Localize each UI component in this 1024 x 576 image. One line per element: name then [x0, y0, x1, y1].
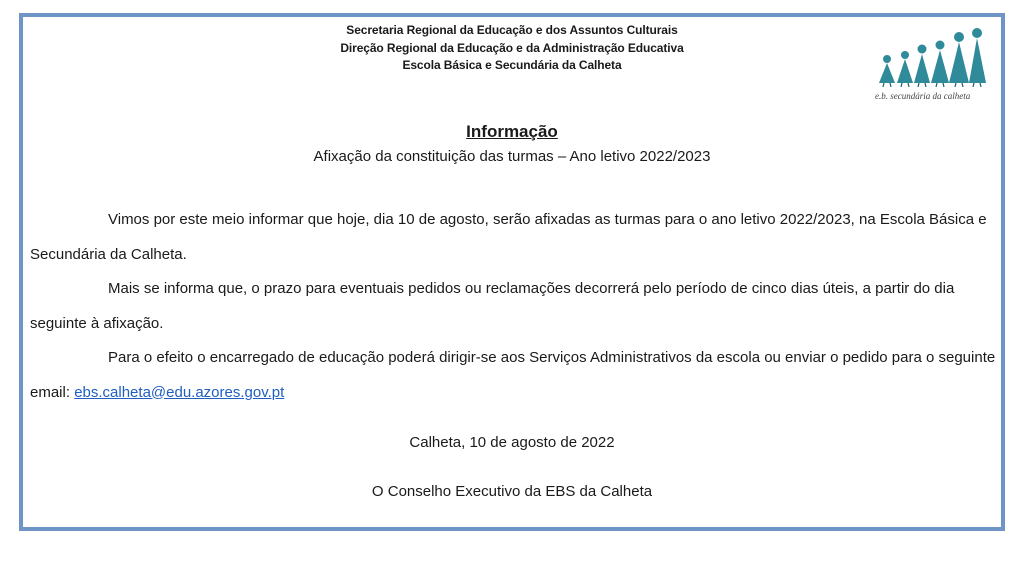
school-children-logo-icon [873, 25, 991, 91]
paragraph-prazo: Mais se informa que, o prazo para eventuais pedidos ou reclamações decorrerá pelo período de cinco dias úteis, a partir do dia seguinte à afixação. [30, 280, 955, 332]
paragraph-afixacao: Vimos por este meio informar que hoje, dia 10 de agosto, serão afixadas as turmas para o ano letivo 2022/2023, na Escola Básica e Secundária da Calheta. [30, 211, 987, 263]
header-line-direcao: Direção Regional da Educação e da Administração Educativa [340, 40, 684, 55]
notice-body [30, 203, 996, 410]
header-line-secretaria: Secretaria Regional da Educação e dos Assuntos Culturais [346, 23, 678, 37]
institution-header [23, 22, 1001, 75]
logo-caption: e.b. secundária da calheta [875, 91, 971, 101]
school-logo [873, 25, 991, 105]
page-subtitle: Afixação da constituição das turmas – Ano letivo 2022/2023 [313, 148, 711, 165]
document-frame [19, 13, 1005, 531]
paragraph-contacto [30, 341, 996, 410]
page-title: Informação [466, 122, 558, 141]
paragraph-contacto-text: Para o efeito o encarregado de educação poderá dirigir-se aos Serviços Administrativos da escola ou enviar o pedido para o seguinte email: [30, 349, 996, 401]
signature: O Conselho Executivo da EBS da Calheta [371, 483, 653, 500]
email-link[interactable]: ebs.calheta@edu.azores.gov.pt [74, 383, 285, 401]
header-line-escola: Escola Básica e Secundária da Calheta [402, 58, 622, 72]
place-date: Calheta, 10 de agosto de 2022 [409, 434, 615, 451]
